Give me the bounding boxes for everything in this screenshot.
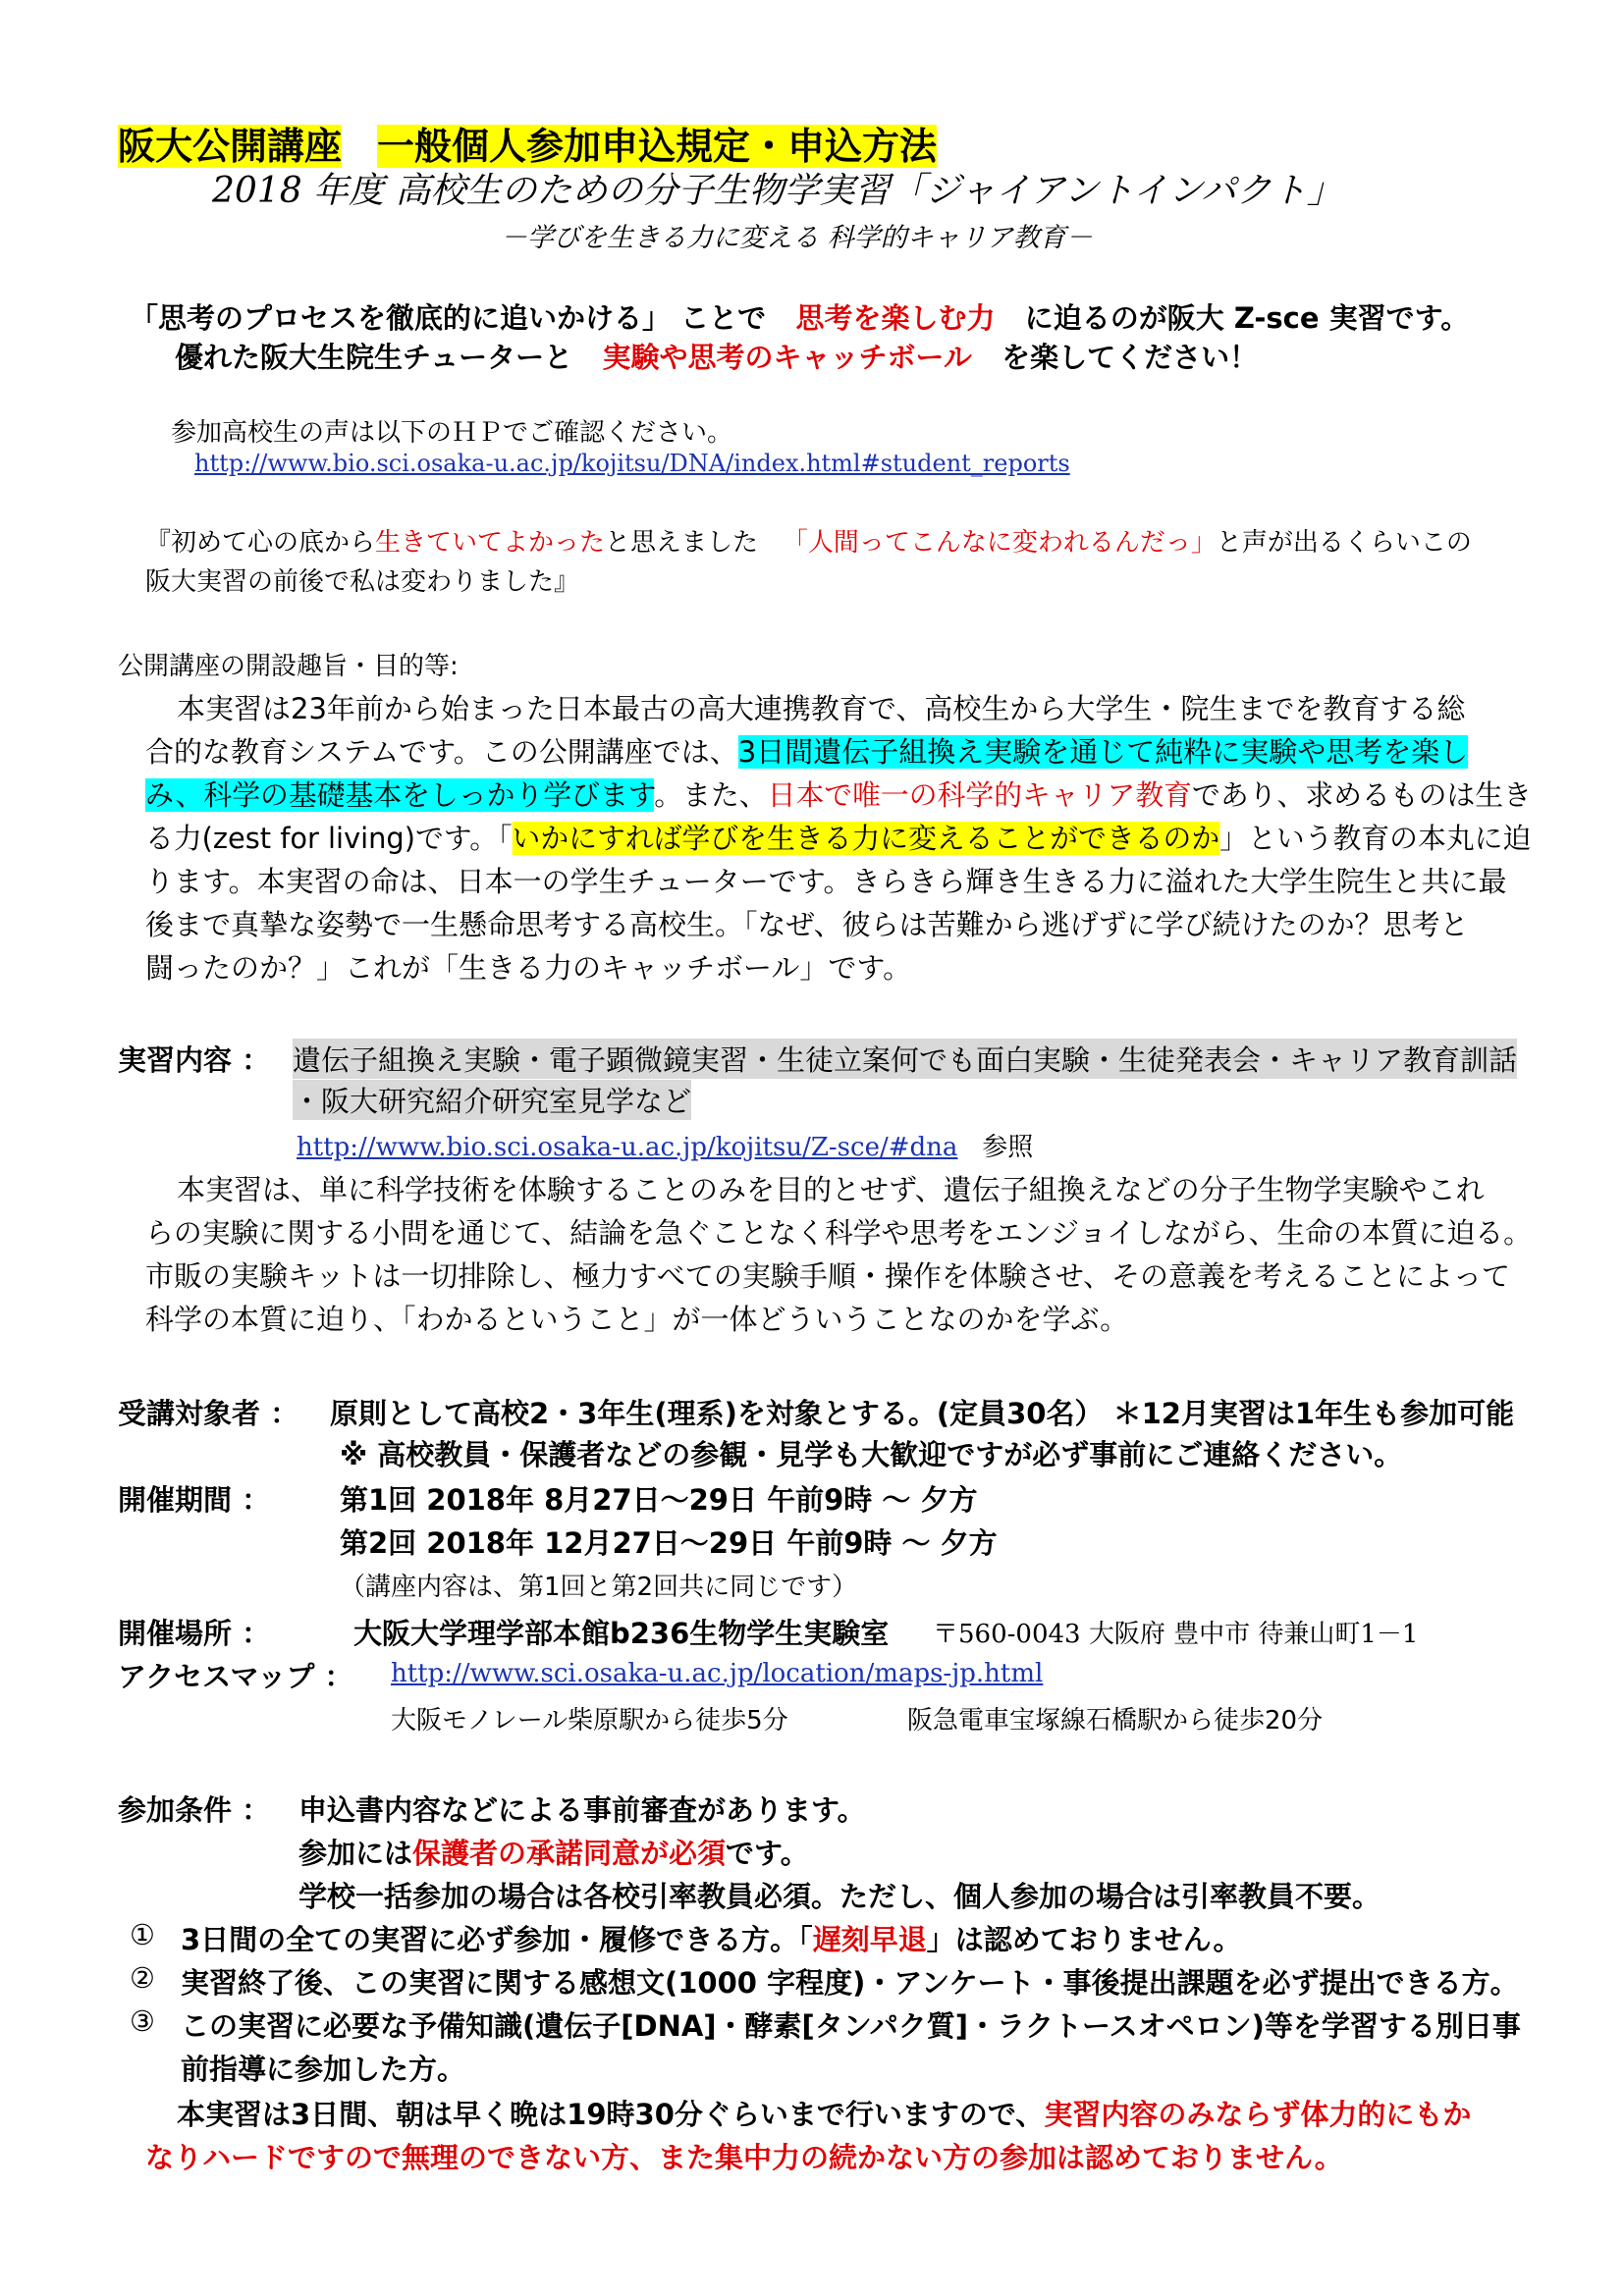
intro-connector: ことで	[680, 301, 767, 335]
purpose-line-5: ります。本実習の命は、日本一の学生チューターです。きらきら輝き生きる力に溢れた大学生院生と共に最	[145, 865, 1507, 898]
condition-highlight: 保護者の承諾同意が必須	[412, 1837, 727, 1870]
content-link[interactable]: http://www.bio.sci.osaka-u.ac.jp/kojitsu/Z-sce/#dna	[297, 1133, 958, 1162]
intro-enjoy: を楽してください！	[1001, 341, 1259, 374]
purpose-highlight-cyan: み、科学の基礎基本をしっかり学びます	[145, 778, 655, 812]
purpose-heading: 公開講座の開設趣旨・目的等:	[118, 652, 459, 681]
venue-address: 〒560-0043 大阪府 豊中市 待兼山町1－1	[933, 1620, 1419, 1649]
condition-2	[298, 1832, 809, 1872]
intro-line-2	[175, 336, 1258, 376]
voices-link[interactable]: http://www.bio.sci.osaka-u.ac.jp/kojitsu/DNA/index.html#student_reports	[194, 450, 1070, 477]
purpose-highlight-cyan: 3日間遺伝子組換え実験を通じて純粋に実験や思考を楽し	[737, 735, 1469, 769]
numbered-3-line-1: この実習に必要な予備知識(遺伝子[DNA]・酵素[タンパク質]・ラクトースオペロン)等を学習する別日事	[181, 2009, 1521, 2043]
voices-note: 参加高校生の声は以下のＨＰでご確認ください。	[171, 418, 733, 448]
intro-catchball: 実験や思考のキャッチボール	[602, 341, 972, 374]
numbered-2-mark: ②	[130, 1961, 155, 1995]
access-hankyu: 阪急電車宝塚線石橋駅から徒歩20分	[907, 1706, 1324, 1735]
content-para-1: 本実習は、単に科学技術を体験することのみを目的とせず、遺伝子組換えなどの分子生物学実験やこれ	[177, 1173, 1485, 1206]
numbered-3-line-2: 前指導に参加した方。	[181, 2053, 466, 2086]
content-para-3: 市販の実験キットは一切排除し、極力すべての実験手順・操作を体験させ、その意義を考えることによって	[145, 1259, 1510, 1293]
purpose-line-7: 闘ったのか？」これが「生きる力のキャッチボール」です。	[145, 951, 912, 985]
voices-quote-line-1	[145, 522, 1472, 559]
access-map-link[interactable]: http://www.sci.osaka-u.ac.jp/location/maps-jp.html	[391, 1659, 1044, 1688]
quote-text: 『初めて心の底から	[145, 528, 376, 558]
purpose-line-2	[145, 730, 1468, 771]
content-para-4: 科学の本質に迫り、「わかるということ」が一体どういうことなのかを学ぶ。	[145, 1303, 1129, 1336]
content-ref: 参照	[982, 1133, 1034, 1162]
purpose-highlight-yellow: いかにすれば学びを生きる力に変えることができるのか	[512, 822, 1220, 855]
intro-tail: に迫るのが阪大 Z-sce 実習です。	[1024, 301, 1470, 335]
period-label: 開催期間 ：	[118, 1483, 271, 1517]
numbered-3-mark: ③	[130, 2004, 155, 2038]
target-text: 原則として高校2・3年生(理系)を対象とする。(定員30名） ＊12月実習は1年生も参加可能	[330, 1397, 1515, 1430]
numbered-1	[181, 1918, 1241, 1958]
page-title	[118, 116, 937, 170]
footer-line-2: なりハードですので無理のできない方、また集中力の続かない方の参加は認めておりません。	[145, 2141, 1343, 2174]
purpose-line-6: 後まで真摯な姿勢で一生懸命思考する高校生。「なぜ、彼らは苦難から逃げずに学び続けたのか？思考と	[145, 908, 1469, 941]
title-part-2: 一般個人参加申込規定・申込方法	[377, 125, 938, 168]
conditions-label: 参加条件 ：	[118, 1793, 271, 1827]
page-tagline: －学びを生きる力に変える 科学的キャリア教育－	[501, 223, 1093, 253]
condition-highlight: 遅刻早退	[812, 1923, 927, 1956]
period-note: （講座内容は、第1回と第2回共に同じです）	[340, 1573, 858, 1602]
content-items-line-1: 遺伝子組換え実験・電子顕微鏡実習・生徒立案何でも面白実験・生徒発表会・キャリア教育訓話	[293, 1039, 1517, 1079]
purpose-text: 合的な教育システムです。この公開講座では、	[145, 735, 738, 769]
page-subtitle: 2018 年度 高校生のための分子生物学実習「ジャイアントインパクト」	[212, 171, 1342, 211]
period-2: 第2回 2018年 12月27日～29日 午前9時 ～ 夕方	[340, 1526, 998, 1560]
footer-line-1	[177, 2093, 1471, 2133]
quote-highlight: 「人間ってこんなに変われるんだっ」	[782, 528, 1217, 558]
purpose-text: る力(zest for living)です。「	[145, 822, 513, 855]
purpose-text: であり、求めるものは生き	[1192, 778, 1532, 812]
content-label: 実習内容 ：	[118, 1043, 271, 1077]
numbered-2: 実習終了後、この実習に関する感想文(1000 字程度)・アンケート・事後提出課題を必ず提出できる方。	[181, 1966, 1519, 2000]
condition-text: です。	[726, 1837, 809, 1870]
access-label: アクセスマップ ：	[118, 1660, 353, 1693]
purpose-text: 」という教育の本丸に迫	[1219, 822, 1532, 855]
condition-1: 申込書内容などによる事前審査があります。	[298, 1793, 866, 1827]
purpose-line-3	[145, 774, 1532, 814]
content-link-line	[297, 1127, 1033, 1163]
venue-text: 大阪大学理学部本館b236生物学生実験室	[353, 1617, 890, 1650]
numbered-1-mark: ①	[130, 1918, 155, 1951]
access-monorail: 大阪モノレール柴原駅から徒歩5分	[391, 1706, 788, 1735]
intro-phrase: 「思考のプロセスを徹底的に追いかける」	[130, 301, 672, 335]
intro-line-1	[130, 296, 1469, 337]
title-part-1: 阪大公開講座	[118, 125, 343, 168]
purpose-line-4	[145, 817, 1531, 857]
content-items-line-2: ・阪大研究紹介研究室見学など	[293, 1080, 691, 1120]
condition-text: 3日間の全ての実習に必ず参加・履修できる方。「	[181, 1923, 813, 1956]
condition-3: 学校一括参加の場合は各校引率教員必須。ただし、個人参加の場合は引率教員不要。	[298, 1880, 1381, 1913]
target-label: 受講対象者 ：	[118, 1397, 299, 1430]
condition-text: 」は認めておりません。	[926, 1923, 1242, 1956]
condition-text: 参加には	[298, 1837, 413, 1870]
period-1: 第1回 2018年 8月27日～29日 午前9時 ～ 夕方	[340, 1483, 978, 1517]
footer-highlight: 実習内容のみならず体力的にもか	[1044, 2098, 1472, 2131]
venue-label: 開催場所 ：	[118, 1617, 271, 1650]
quote-highlight: 生きていてよかった	[375, 528, 606, 558]
purpose-line-1: 本実習は23年前から始まった日本最古の高大連携教育で、高校生から大学生・院生までを教育する総	[177, 692, 1466, 725]
footer-text: 本実習は3日間、朝は早く晩は19時30分ぐらいまで行いますので、	[177, 2098, 1045, 2131]
purpose-highlight-red: 日本で唯一の科学的キャリア教育	[767, 778, 1193, 812]
quote-text: と声が出るくらいこの	[1216, 528, 1472, 558]
intro-highlight: 思考を楽しむ力	[795, 301, 996, 335]
voices-quote-line-2: 阪大実習の前後で私は変わりました』	[145, 567, 580, 597]
purpose-text: 。また、	[654, 778, 768, 812]
intro-tutor-text: 優れた阪大生院生チューターと	[175, 341, 573, 374]
target-note: ※ 高校教員・保護者などの参観・見学も大歓迎ですが必ず事前にご連絡ください。	[340, 1438, 1403, 1471]
content-para-2: らの実験に関する小問を通じて、結論を急ぐことなく科学や思考をエンジョイしながら、生命の本質に迫る。	[145, 1216, 1533, 1250]
quote-text: と思えました	[605, 528, 759, 558]
